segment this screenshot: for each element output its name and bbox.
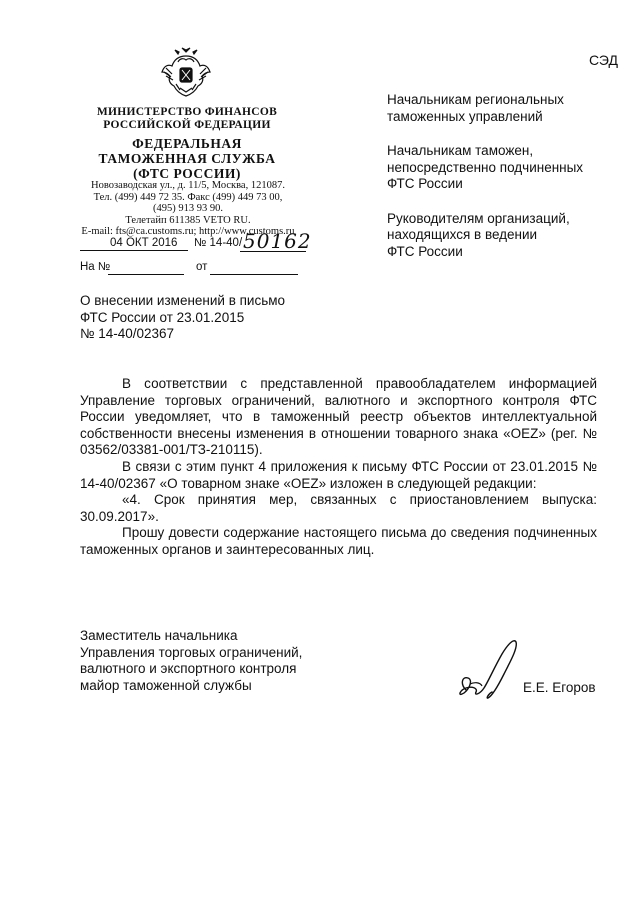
signer-title-line: Заместитель начальника [80, 628, 238, 643]
recipient-line: Руководителям организаций, [387, 210, 570, 226]
recipient-group [387, 92, 617, 125]
subject-line: № 14-40/02367 [80, 326, 175, 341]
letter-subject [80, 293, 340, 343]
ministry-line: РОССИЙСКОЙ ФЕДЕРАЦИИ [103, 119, 271, 131]
reg-number-prefix: № 14-40/ [194, 237, 243, 249]
reg-number-handwritten: 50162 [243, 229, 312, 253]
reg-date-line [80, 250, 188, 251]
address-line: Телетайп 611385 VETO RU. [125, 214, 251, 226]
address-line: (495) 913 93 90. [153, 203, 223, 214]
reg-date: 04 ОКТ 2016 [110, 237, 178, 249]
ministry-name [82, 106, 292, 132]
recipients-block [387, 92, 617, 278]
body-paragraph: В соответствии с представленной правообладателем информацией Управление торговых ограничений, валютного и экспортного контроля ФТС России уведомляет, что в таможенный реестр объектов интеллектуальной собственности внесены изменения в отношении товарного знака «OEZ» (рег. № 03562/03381-001/ТЗ-210115). [80, 376, 597, 458]
address-line: Тел. (499) 449 72 35. Факс (499) 449 73 00, [93, 191, 283, 203]
on-number-line [108, 274, 184, 275]
subject-line: ФТС России от 23.01.2015 [80, 309, 245, 325]
coat-of-arms-icon [158, 44, 214, 100]
from-line [210, 274, 298, 275]
signer-name: Е.Е. Егоров [523, 680, 596, 695]
ministry-line: МИНИСТЕРСТВО ФИНАНСОВ [96, 106, 278, 118]
signer-title-line: валютного и экспортного контроля [80, 661, 297, 677]
recipient-group [387, 211, 617, 261]
letter-body [80, 376, 597, 559]
recipient-line: ФТС России [387, 243, 463, 259]
address-line: Новозаводская ул., д. 11/5, Москва, 121087. [91, 180, 285, 191]
service-line: (ФТС РОССИИ) [133, 166, 241, 181]
body-paragraph: В связи с этим пункт 4 приложения к письму ФТС России от 23.01.2015 № 14-40/02367 «О товарном знаке «OEZ» изложен в следующей редакции: [80, 458, 597, 491]
body-paragraph: «4. Срок принятия мер, связанных с приостановлением выпуска: 30.09.2017». [80, 492, 597, 524]
recipient-line: Начальникам таможен, [387, 143, 534, 158]
recipient-line: ФТС России [387, 176, 463, 191]
recipient-line: Начальникам региональных [387, 92, 564, 107]
recipient-line: находящихся в ведении [387, 227, 538, 242]
signer-title [80, 628, 340, 694]
service-line: ФЕДЕРАЛЬНАЯ [132, 136, 242, 151]
signer-title-line: майор таможенной службы [80, 677, 252, 693]
sed-mark: СЭД [588, 52, 618, 68]
body-paragraph: Прошу довести содержание настоящего письма до сведения подчиненных таможенных органов и заинтересованных лиц. [80, 525, 597, 557]
service-name [82, 136, 292, 181]
service-line: ТАМОЖЕННАЯ СЛУЖБА [98, 151, 276, 166]
address-line: E-mail: fts@ca.customs.ru; http://www.customs.ru [81, 226, 295, 237]
recipient-line: непосредственно подчиненных [387, 159, 584, 175]
from-label: от [196, 261, 208, 273]
subject-line: О внесении изменений в письмо [80, 293, 286, 308]
on-number-label: На № [80, 261, 111, 273]
handwritten-signature-icon [452, 632, 532, 707]
signer-title-line: Управления торговых ограничений, [80, 644, 303, 660]
recipient-group [387, 143, 617, 193]
recipient-line: таможенных управлений [387, 108, 543, 124]
